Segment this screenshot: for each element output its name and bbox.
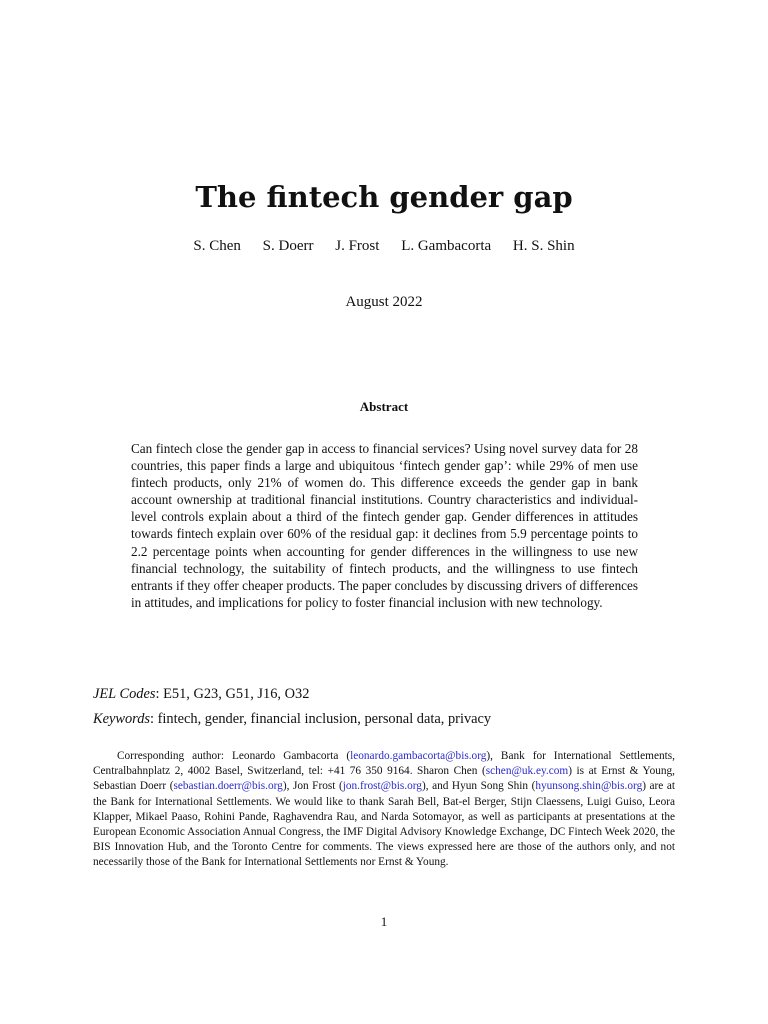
- jel-label: JEL Codes: [93, 686, 156, 702]
- abstract-heading: Abstract: [359, 399, 409, 414]
- footnote-text: ), and Hyun Song Shin (: [421, 780, 536, 793]
- email-link[interactable]: hyunsong.shin@bis.org: [535, 780, 643, 793]
- footnote-text: ) are at the Bank for International Settlements. We would like to thank Sarah Bell, Bat-el Berger, Stijn Claessens, Luigi Guiso, Leora Klapper, Mikael Paaso, Rohini Pande, Raghavendra Rau, and Narda Sotomayor, as well as participants at presentations at the European Economic Association Annual Congress, the IMF Digital Advisory Knowledge Exchange, DC Fintech Week 2020, the BIS Innovation Hub, and the Toronto Centre for comments. The views expressed here are those of the authors only, and not necessarily those of the Bank for International Settlements nor Ernst & Young.: [93, 780, 675, 869]
- keywords-values: : fintech, gender, financial inclusion, personal data, privacy: [150, 711, 492, 727]
- keywords-label: Keywords: [93, 711, 151, 727]
- email-link[interactable]: sebastian.doerr@bis.org: [173, 780, 283, 793]
- author-name: H. S. Shin: [512, 238, 575, 254]
- author-footnote: [93, 749, 675, 871]
- email-link[interactable]: jon.frost@bis.org: [342, 780, 422, 793]
- jel-codes: [93, 686, 693, 703]
- paper-title: The fintech gender gap: [195, 180, 573, 214]
- abstract-text: Can fintech close the gender gap in access to financial services? Using novel survey data for 28 countries, this paper finds a large and ubiquitous ‘fintech gender gap’: while 29% of men use fintech products, only 21% of women do. This difference exceeds the gender gap in bank account ownership at traditional financial institutions. Country characteristics and individual-level controls explain about a third of the fintech gender gap. Gender differences in attitudes towards fintech explain over 60% of the residual gap: it declines from 5.9 percentage points to 2.2 percentage points when accounting for gender differences in the willingness to use new financial technology, the suitability of fintech products, and the willingness to use fintech entrants if they offer cheaper products. The paper concludes by discussing drivers of differences in attitudes, and implications for policy to foster financial inclusion with new technology.: [131, 441, 638, 610]
- author-name: L. Gambacorta: [401, 238, 492, 254]
- email-link[interactable]: leonardo.gambacorta@bis.org: [350, 750, 487, 762]
- keywords: [93, 711, 693, 728]
- jel-values: : E51, G23, G51, J16, O32: [155, 686, 310, 702]
- author-name: J. Frost: [335, 238, 380, 254]
- footnote-text: Corresponding author: Leonardo Gambacorta (: [117, 750, 351, 762]
- footnote-text: ) is at Ernst & Young, Sebastian Doerr (: [93, 765, 675, 793]
- author-list: [0, 238, 768, 255]
- footnote-text: ), Bank for International Settlements, Centralbahnplatz 2, 4002 Basel, Switzerland, tel: +41 76 350 9164. Sharon Chen (: [93, 750, 675, 778]
- footnote-text: ), Jon Frost (: [282, 780, 343, 793]
- page-number: 1: [380, 914, 388, 929]
- email-link[interactable]: schen@uk.ey.com: [485, 765, 569, 778]
- author-name: S. Doerr: [262, 238, 314, 254]
- publication-date: August 2022: [345, 294, 423, 310]
- author-name: S. Chen: [193, 238, 241, 254]
